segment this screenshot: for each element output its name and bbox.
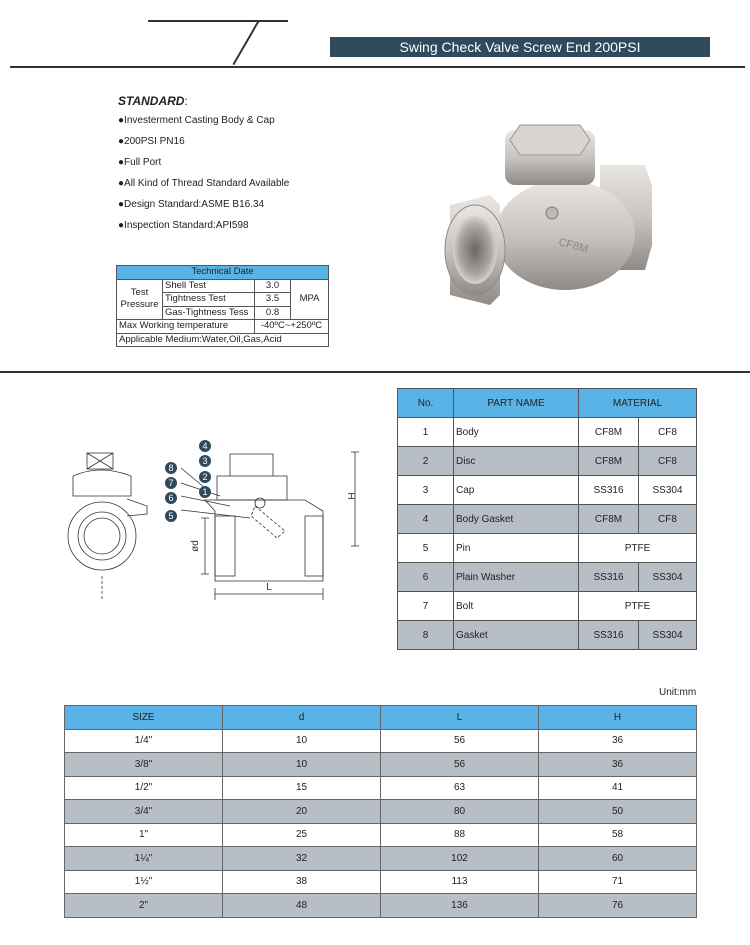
part-name: Plain Washer bbox=[454, 563, 579, 592]
callout-number: 8 bbox=[168, 463, 174, 473]
parts-header-material: MATERIAL bbox=[579, 389, 697, 418]
part-material-2: SS304 bbox=[639, 476, 697, 505]
test-value: 0.8 bbox=[255, 306, 291, 320]
part-material: PTFE bbox=[579, 592, 697, 621]
max-temp-label: Max Working temperature bbox=[117, 320, 255, 334]
size-cell: 136 bbox=[381, 894, 539, 918]
size-cell: 88 bbox=[381, 823, 539, 847]
standard-item: ●200PSI PN16 bbox=[118, 136, 185, 147]
part-name: Bolt bbox=[454, 592, 579, 621]
size-cell: 3/4" bbox=[65, 800, 223, 824]
parts-row bbox=[398, 621, 697, 650]
part-no: 4 bbox=[398, 505, 454, 534]
parts-header-name: PART NAME bbox=[454, 389, 579, 418]
parts-row bbox=[398, 592, 697, 621]
test-name: Tightness Test bbox=[163, 293, 255, 307]
standard-item: ●All Kind of Thread Standard Available bbox=[118, 178, 290, 189]
size-cell: 63 bbox=[381, 776, 539, 800]
size-header: d bbox=[223, 706, 381, 730]
part-no: 8 bbox=[398, 621, 454, 650]
header-rule-top bbox=[148, 20, 288, 22]
parts-row bbox=[398, 534, 697, 563]
size-cell: 1/2" bbox=[65, 776, 223, 800]
size-table bbox=[64, 705, 697, 918]
header-rule-bottom bbox=[10, 66, 745, 68]
size-row bbox=[65, 776, 697, 800]
size-cell: 15 bbox=[223, 776, 381, 800]
part-name: Cap bbox=[454, 476, 579, 505]
dim-h-label: H bbox=[345, 492, 356, 500]
size-cell: 32 bbox=[223, 847, 381, 871]
standard-heading-text: STANDARD bbox=[118, 94, 185, 108]
technical-table bbox=[116, 265, 329, 347]
standard-heading bbox=[118, 94, 188, 108]
valve-diagram bbox=[55, 436, 360, 606]
pressure-unit: MPA bbox=[291, 279, 329, 320]
part-no: 7 bbox=[398, 592, 454, 621]
part-name: Body bbox=[454, 418, 579, 447]
size-cell: 50 bbox=[539, 800, 697, 824]
parts-row bbox=[398, 418, 697, 447]
part-material-2: SS304 bbox=[639, 563, 697, 592]
test-name: Gas-Tightness Tess bbox=[163, 306, 255, 320]
valve-body bbox=[495, 180, 635, 290]
size-cell: 71 bbox=[539, 870, 697, 894]
size-row bbox=[65, 870, 697, 894]
part-material-2: CF8 bbox=[639, 418, 697, 447]
size-row bbox=[65, 823, 697, 847]
parts-header-no: No. bbox=[398, 389, 454, 418]
size-row bbox=[65, 800, 697, 824]
size-cell: 38 bbox=[223, 870, 381, 894]
parts-row bbox=[398, 505, 697, 534]
test-pressure-label: Test Pressure bbox=[117, 279, 163, 320]
part-material-1: SS316 bbox=[579, 621, 639, 650]
callout-number: 4 bbox=[202, 441, 208, 451]
test-value: 3.5 bbox=[255, 293, 291, 307]
standard-item: ●Investerment Casting Body & Cap bbox=[118, 115, 275, 126]
size-cell: 10 bbox=[223, 753, 381, 777]
valve-cap-hex bbox=[510, 125, 590, 155]
size-cell: 25 bbox=[223, 823, 381, 847]
size-cell: 1½" bbox=[65, 870, 223, 894]
size-cell: 36 bbox=[539, 729, 697, 753]
size-row bbox=[65, 847, 697, 871]
part-name: Pin bbox=[454, 534, 579, 563]
size-cell: 102 bbox=[381, 847, 539, 871]
part-no: 1 bbox=[398, 418, 454, 447]
size-cell: 76 bbox=[539, 894, 697, 918]
part-name: Gasket bbox=[454, 621, 579, 650]
parts-row bbox=[398, 563, 697, 592]
standard-item: ●Full Port bbox=[118, 157, 162, 168]
part-material-1: SS316 bbox=[579, 563, 639, 592]
callout-number: 2 bbox=[202, 472, 208, 482]
parts-row bbox=[398, 476, 697, 505]
part-no: 5 bbox=[398, 534, 454, 563]
part-no: 2 bbox=[398, 447, 454, 476]
size-cell: 41 bbox=[539, 776, 697, 800]
part-material-2: SS304 bbox=[639, 621, 697, 650]
size-cell: 1" bbox=[65, 823, 223, 847]
size-cell: 2" bbox=[65, 894, 223, 918]
size-cell: 48 bbox=[223, 894, 381, 918]
cast-mark: CF8M bbox=[557, 236, 590, 256]
applicable-medium: Applicable Medium:Water,Oil,Gas,Acid bbox=[117, 333, 329, 347]
size-cell: 3/8" bbox=[65, 753, 223, 777]
dim-d-label: ød bbox=[190, 540, 201, 552]
size-header: H bbox=[539, 706, 697, 730]
callout-number: 3 bbox=[202, 456, 208, 466]
header-rule-slant bbox=[233, 20, 260, 65]
part-material-1: CF8M bbox=[579, 418, 639, 447]
callout-number: 6 bbox=[168, 493, 174, 503]
callout-number: 7 bbox=[168, 478, 174, 488]
callout-number: 1 bbox=[202, 487, 208, 497]
size-cell: 60 bbox=[539, 847, 697, 871]
size-cell: 58 bbox=[539, 823, 697, 847]
part-material-1: CF8M bbox=[579, 505, 639, 534]
size-header: L bbox=[381, 706, 539, 730]
valve-photo bbox=[430, 95, 670, 325]
standard-item: ●Design Standard:ASME B16.34 bbox=[118, 199, 265, 210]
parts-table bbox=[397, 388, 697, 650]
size-cell: 1¼" bbox=[65, 847, 223, 871]
size-row bbox=[65, 729, 697, 753]
dim-d-line bbox=[201, 518, 209, 574]
size-cell: 56 bbox=[381, 729, 539, 753]
standard-heading-colon: : bbox=[184, 94, 188, 108]
size-cell: 36 bbox=[539, 753, 697, 777]
section-divider bbox=[0, 371, 750, 373]
part-no: 3 bbox=[398, 476, 454, 505]
size-cell: 1/4" bbox=[65, 729, 223, 753]
standard-item: ●Inspection Standard:API598 bbox=[118, 220, 249, 231]
parts-row bbox=[398, 447, 697, 476]
part-material-1: SS316 bbox=[579, 476, 639, 505]
size-cell: 20 bbox=[223, 800, 381, 824]
dim-l-label: L bbox=[266, 582, 272, 593]
part-material-1: CF8M bbox=[579, 447, 639, 476]
part-material: PTFE bbox=[579, 534, 697, 563]
section-view-cap bbox=[217, 476, 287, 500]
part-material-2: CF8 bbox=[639, 447, 697, 476]
test-value: 3.0 bbox=[255, 279, 291, 293]
test-name: Shell Test bbox=[163, 279, 255, 293]
technical-table-title: Technical Date bbox=[117, 266, 329, 280]
size-header: SIZE bbox=[65, 706, 223, 730]
part-name: Body Gasket bbox=[454, 505, 579, 534]
callout-number: 5 bbox=[168, 511, 174, 521]
size-cell: 113 bbox=[381, 870, 539, 894]
size-row bbox=[65, 894, 697, 918]
size-row bbox=[65, 753, 697, 777]
part-no: 6 bbox=[398, 563, 454, 592]
page-title: Swing Check Valve Screw End 200PSI bbox=[330, 37, 710, 57]
valve-bore bbox=[453, 216, 497, 284]
size-cell: 80 bbox=[381, 800, 539, 824]
size-cell: 10 bbox=[223, 729, 381, 753]
valve-bolt bbox=[546, 207, 558, 219]
part-name: Disc bbox=[454, 447, 579, 476]
size-cell: 56 bbox=[381, 753, 539, 777]
unit-label: Unit:mm bbox=[659, 687, 697, 698]
side-view-top bbox=[73, 470, 131, 496]
part-material-2: CF8 bbox=[639, 505, 697, 534]
max-temp-value: -40ºC~+250ºC bbox=[255, 320, 329, 334]
